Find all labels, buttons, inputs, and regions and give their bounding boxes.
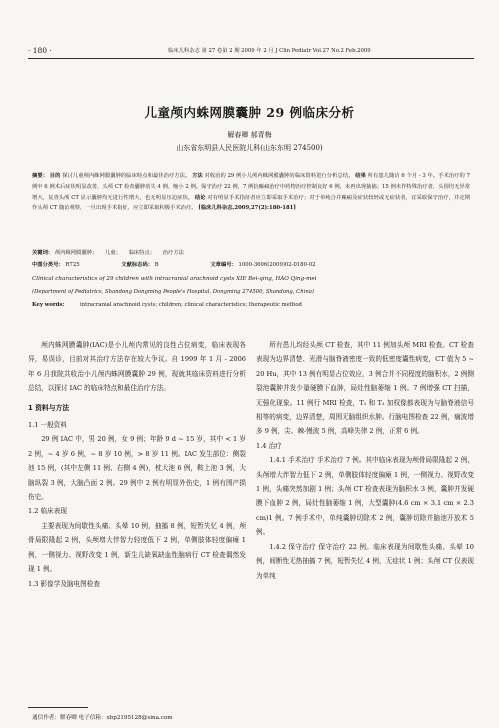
results-label: 结果 bbox=[355, 173, 366, 179]
page-number: · 180 · bbox=[28, 46, 52, 55]
subsection-heading: 1.2 临床表现 bbox=[28, 507, 67, 516]
classification-line bbox=[32, 260, 470, 268]
paragraph: 主要表现为间歇性头痛、头晕 10 例，抽搐 8 例，短暂失忆 4 例，颅骨局限隆起 2 例，头颅增大伴智力轻度低下 2 例，单侧肢体轻度偏瘫 1 例，一侧视力、视野改变 1 例，新生儿缺氧缺血性脑病行 CT 检查偶然发现 1 例。 bbox=[28, 521, 246, 574]
objective-text: 探讨儿童颅内蛛网膜囊肿的临床特点和最佳治疗方法。 bbox=[62, 173, 191, 179]
article-id-value: 1000-3606(2009)02-0180-02 bbox=[238, 262, 316, 268]
header-rule bbox=[28, 58, 474, 59]
footnote: 通信作者：解春卿 电子信箱：xbp2195128@sina.com bbox=[32, 715, 173, 721]
subsection-heading: 1.3 影像学及脑电图检查 bbox=[28, 579, 100, 588]
keyword: 临床特点； bbox=[128, 250, 156, 256]
objective-label: 目的 bbox=[49, 173, 61, 179]
keywords-line bbox=[32, 248, 470, 256]
paragraph: 所有患儿均经头颅 CT 检查，其中 11 例加头颅 MRI 检查。CT 检查表现为边界清楚、光滑与脑脊液密度一致的低密度囊性病变，CT 值为 5 ~ 20 Hu，其中 13 例有明显占位效应，3 例合并不同程度的脑积水，2 例侧裂池囊肿并发少量硬膜下血肿，局灶性脑萎缩 1 例。7 例增强 CT 扫描，无强化现象。11 例行 MRI 检查，T₁ 和 T₂ 加权像都表现为与脑脊液信号相等的病变，边界清楚，周围无脑组织水肿。行脑电图检查 22 例，痫波增多 9 例，尖、棘-慢波 5 例，高峰失律 2 例，正常 6 例。 bbox=[256, 341, 474, 436]
english-title: Clinical characteristics of 29 children with intracranial arachnoid cysts XIE Bei-qing, HAO Qing-mei bbox=[32, 276, 317, 282]
footnote-rule bbox=[28, 707, 88, 708]
article-title: 儿童颅内蛛网膜囊肿 29 例临床分析 bbox=[144, 105, 355, 120]
english-keywords bbox=[32, 302, 470, 308]
paragraph: 1.4.1 手术治疗 手术治疗 7 例。其中临床表现为颅骨局限隆起 2 例，头颅增大伴智力低下 2 例，单侧肢体轻度偏瘫 1 例，一侧视力、视野改变 1 例，头痛突然加剧 1 例；头颅 CT 检查表现为脑积水 3 例，囊肿并发硬膜下血肿 2 例，局灶性脑萎缩 1 例，大型囊肿(4.6 cm × 3.1 cm × 2.3 cm)1 例。7 例手术中，单纯囊肿切除术 2 例，囊肿切除并脑池开放术 5 例。 bbox=[256, 456, 474, 537]
keyword: 治疗方法 bbox=[162, 250, 184, 256]
keywords-label: 关键词： bbox=[32, 250, 54, 256]
abstract bbox=[32, 171, 470, 214]
keyword: 儿童； bbox=[104, 250, 121, 256]
doc-code-value: B bbox=[154, 262, 159, 268]
english-keywords-text: intracranial arachnoid cysts; children; clinical characteristics; therapeutic method bbox=[80, 302, 302, 308]
clc-label: 中图分类号： bbox=[32, 262, 64, 268]
subsection-heading: 1.1 一般资料 bbox=[28, 421, 67, 430]
english-affiliation: (Department of Pediatrics, Shandong Dongming People's Hospital, Dongming 274500, Shandong, China) bbox=[32, 289, 314, 295]
running-header: 临床儿科杂志 第 27 卷第 2 期 2009 年 2 月 J Clin Pediatr Vol.27 No.2 Feb.2009 bbox=[168, 48, 371, 54]
citation: [临床儿科杂志,2009,27(2):180-181] bbox=[198, 205, 296, 212]
paragraph: 29 例 IAC 中，男 20 例，女 9 例；年龄 9 d ~ 15 岁，其中 < 1 岁 2 例，~ 4 岁 6 例，~ 8 岁 10 例，> 8 岁 11 例。IAC 发生部位：侧裂池 15 例，(其中左侧 11 例、右侧 4 例)，枕大池 6 例，鞍上池 3 例，大脑纵裂 3 例，大脑凸面 2 例。29 例中 2 例有明显外伤史，1 例有围产损伤史。 bbox=[28, 435, 246, 502]
intro-paragraph: 颅内蛛网膜囊肿(IAC)是小儿颅内常见的良性占位病变，临床表现各异，易误诊，目前对其治疗方法存在较大争议。自 1999 年 1 月 - 2006 年 6 月我院共收治小儿颅内蛛网膜囊肿 29 例，现就其临床资料进行分析总结，以探讨 IAC 的临床特点和最佳治疗方法。 bbox=[28, 341, 246, 393]
keyword: 颅内蛛网膜囊肿； bbox=[54, 250, 98, 256]
article-id-label: 文章编号： bbox=[210, 262, 237, 268]
body-column-right bbox=[256, 338, 474, 583]
paragraph: 1.4.2 保守治疗 保守治疗 22 例。临床表现为间歇性头痛、头晕 10 例，间断性无热抽搐 7 例，短暂失忆 4 例，无症状 1 例；头颅 CT 仅表现为单纯 bbox=[256, 542, 474, 580]
results-text: 所有患儿随访 6 个月 - 3 年。手术治疗的 7 例中 6 例术后症状明显改善，头颅 CT 检查囊肿消失 4 例、缩小 2 例。保守治疗 22 例，7 例抗癫痫治疗中药物治疗控制良好 6 例，未再出现抽搐；15 例未作特殊治疗者，头围均无异常增大，复查头颅 CT 显示囊肿均无进行性增大，也无明显压迫症状。 bbox=[32, 173, 470, 201]
subsection-heading: 1.4 治疗 bbox=[256, 441, 282, 450]
methods-label: 方法 bbox=[192, 173, 203, 179]
body-column-left bbox=[28, 338, 246, 591]
conclusion-label: 结论 bbox=[194, 194, 206, 201]
section-heading: 1 资料与方法 bbox=[28, 403, 70, 412]
conclusion-text: 对有明显手术指征者应立即采取手术治疗；对于单纯合并癫痫及症状较轻或无症状者，宜采取保守治疗，并定期作头颅 CT 随访观察，一旦出现手术指征，应立即采取积极手术治疗。 bbox=[32, 194, 470, 212]
article-affiliation: 山东省东明县人民医院儿科(山东东明 274500) bbox=[176, 144, 323, 152]
clc-value: R725 bbox=[65, 262, 80, 268]
abstract-label: 摘要： bbox=[32, 173, 49, 179]
english-keywords-label: Key words: bbox=[32, 302, 65, 308]
article-authors: 解春卿 郝青梅 bbox=[227, 131, 272, 139]
doc-code-label: 文献标志码： bbox=[121, 262, 154, 268]
methods-text: 对收治的 29 例小儿颅内蛛网膜囊肿的临床资料进行分析总结。 bbox=[204, 173, 354, 179]
